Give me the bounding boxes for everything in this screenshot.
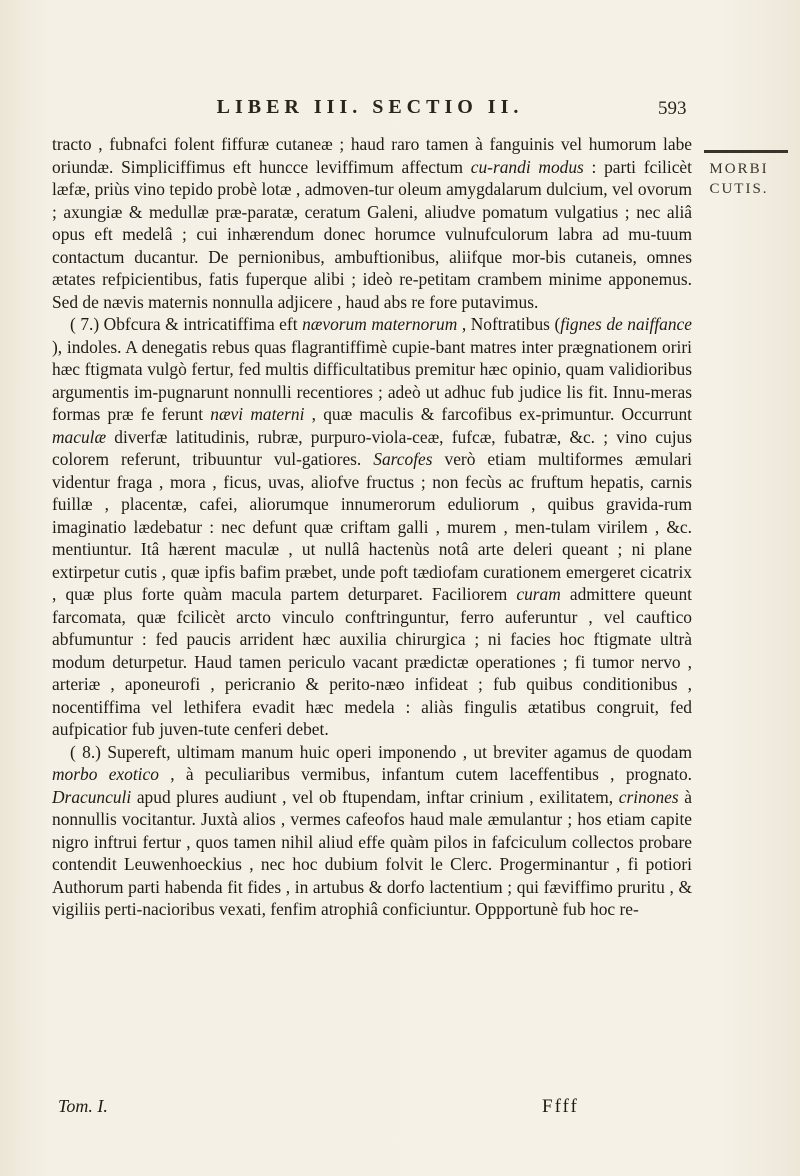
p3-italic-b: morbo exotico	[52, 764, 159, 784]
paragraph-3	[52, 741, 692, 921]
p2-italic-l: curam	[516, 584, 561, 604]
page-footer	[52, 1096, 692, 1124]
p3-italic-f: crinones	[618, 786, 679, 807]
p1-text-c: : parti fcilicèt læfæ, priùs vino tepido probè lotæ , admoven-tur oleum amygdalarum dulcium, vel ovorum ; axungiæ & medullæ præ-paratæ, ceratum Galeni, aliudve pomatum vulgatius ; nec aliâ opus eft medelâ ; cui inhærendum donec horumce vulnufculorum labra ad mu-tuum contactum ducantur. De pernionibus, ambuftionibus, aliifque mor-bis cutaneis, omnes ætates refpicientibus, fatis fuperque alibi ; ideò re-petitam crambem minime apponemus. Sed de nævis maternis nonnulla adjicere , haud abs re fore putavimus.	[52, 156, 692, 312]
p3-text-a: ( 8.) Supereft, ultimam manum huic operi imponendo , ut breviter agamus de quodam	[70, 741, 692, 762]
running-head: LIBER III. SECTIO II.	[216, 96, 524, 118]
p2-text-e: ), indoles. A denegatis rebus quas flagrantiffimè cupie-bant matres inter prægnationem oriri hæc ftigmata vulgò fertur, fed multis difficultatibus premitur hæc opinio, quam validioribus argumentis im-pugnarunt nonnulli recentiores ; adeò ut adhuc fub judice lis fit. Innu-meras formas præ fe ferunt	[52, 336, 692, 424]
p2-italic-f: nævi materni	[210, 404, 305, 424]
p1-italic-b: cu-randi modus	[470, 156, 584, 177]
margin-label: MORBI CUTIS.	[709, 161, 769, 197]
margin-rule	[704, 150, 788, 153]
p2-italic-h: maculæ	[52, 426, 107, 447]
p2-text-g: , quæ maculis & farcofibus ex-primuntur. Occurrunt	[304, 404, 692, 424]
paragraph-1	[52, 133, 692, 313]
p3-text-c: , à peculiaribus vermibus, infantum cutem laceffentibus , prognato.	[158, 764, 692, 784]
p2-text-k: verò etiam multiformes æmulari videntur fraga , mora , ficus, uvas, aliofve fructus ; non fecùs ac fruftum hepatis, carnis fuillæ , placentæ, cafei, aliorumque innumerorum eduliorum , quibus gravida-rum imaginatio lædebatur : nec defunt quæ criftam galli , murem , men-tulam virilem , &c. mentiuntur. Itâ hærent maculæ , ut nullâ hactenùs notâ arte deleri queant ; ni plane extirpetur cutis , quæ ipfis bafim præbet, unde poft tædiofam curationem emergeret cicatrix , quæ plus forte quàm macula partem deturparet. Faciliorem	[52, 449, 692, 604]
paragraph-2	[52, 313, 692, 741]
p1-text-a: tracto , fubnafci folent fiffuræ cutaneæ ; haud raro tamen à fanguinis vel humorum labe oriundæ. Simpliciffimus eft huncce leviffimum affectum	[52, 134, 692, 177]
signature-mark: Ffff	[542, 1096, 579, 1117]
p3-text-g: à nonnullis vocitantur. Juxtà alios , vermes cafeofos haud male æmulantur ; hos etiam capite nigro inftrui fertur , quos tamen nihil aliud effe quàm pilos in fafciculum collectos probare contendit Leuwenhoeckius , nec hoc dubium folvit le Clerc. Progerminantur , fi potiori Authorum parti habenda fit fides , in artubus & dorfo lactentium ; qui fæviffimo pruritu , & vigiliis perti-nacioribus vexati, fenfim atrophiâ conficiuntur. Oppportunè fub hoc re-	[52, 786, 692, 919]
volume-label: Tom. I.	[58, 1096, 108, 1116]
p2-italic-d: fignes de naiffance	[560, 314, 692, 334]
margin-note	[704, 150, 794, 199]
p2-text-m: admittere queunt farcomata, quæ fcilicèt arcto vinculo conftringuntur, ferro auferuntur , vel cauftico abfumuntur : fed paucis arrident hæc auxilia chirurgica ; ni facies hoc ftigmate ultrà modum deturpetur. Haud tamen periculo vacant prædictæ operationes ; fi tumor nervo , arteriæ , aponeurofi , pericranio & perito-næo infideat ; fub quibus conditionibus , nocentiffima vel lethifera evadit hæc medela : aliàs fingulis ætatibus congruit, fed aufpicatior fub juven-tute cenferi debet.	[52, 584, 692, 739]
p2-italic-j: Sarcofes	[373, 449, 433, 469]
p3-italic-d: Dracunculi	[52, 786, 132, 807]
p2-italic-b: nævorum maternorum	[302, 314, 458, 334]
page-header	[0, 96, 800, 126]
body-text	[52, 133, 692, 921]
p2-text-c: , Noftratibus (	[457, 314, 561, 334]
p2-text-a: ( 7.) Obfcura & intricatiffima eft	[70, 314, 303, 334]
p2-text-i: diverfæ latitudinis, rubræ, purpuro-viola-ceæ, fufcæ, fubatræ, &c. ; vino cujus colorem referunt, tribuuntur vul-gatiores.	[52, 426, 692, 469]
p3-text-e: apud plures audiunt , vel ob ftupendam, inftar crinium , exilitatem,	[131, 786, 619, 807]
page-number: 593	[658, 98, 687, 119]
